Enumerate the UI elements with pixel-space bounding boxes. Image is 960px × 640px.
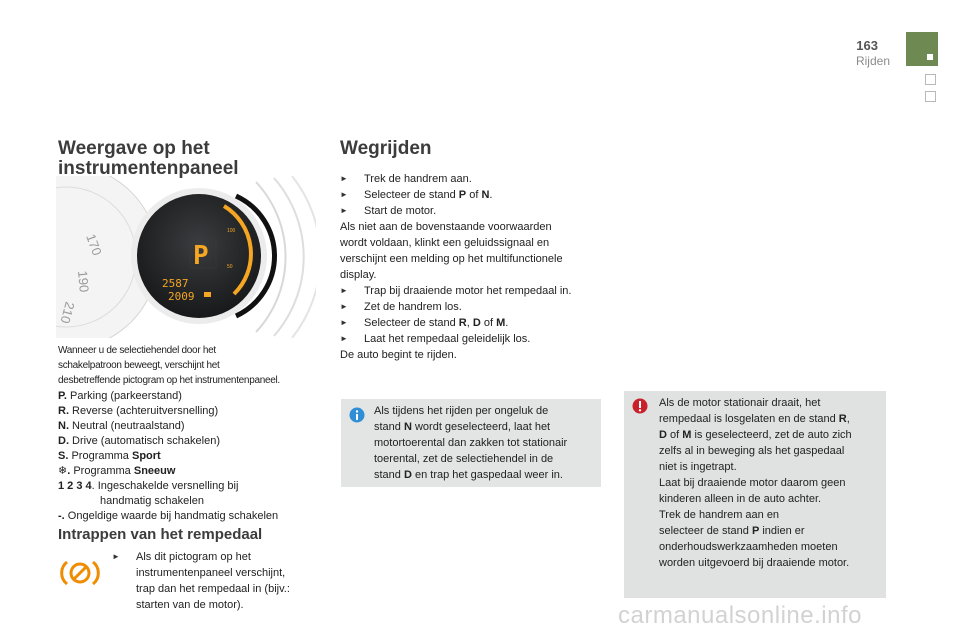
page-number: 163 — [856, 38, 878, 53]
shift-intro-text — [58, 343, 328, 388]
gear-indicator: P — [193, 241, 209, 271]
gear-item-invalid: -. Ongeldige waarde bij handmatig schakelen — [58, 510, 279, 522]
section-title-display — [58, 139, 239, 179]
gear-item-manual: 1 2 3 4. Ingeschakelde versnelling bij — [58, 480, 239, 492]
gear-item-p: P. Parking (parkeerstand) — [58, 390, 182, 402]
pedal-line: instrumentenpaneel verschijnt, — [136, 567, 286, 579]
dial-number-210: 210 — [57, 300, 78, 326]
step-1: ► Trek de handrem aan. — [340, 171, 602, 187]
step-2: ► Selecteer de stand P of N. — [340, 187, 602, 203]
fuel-icon — [204, 292, 211, 297]
tab-box-1 — [925, 74, 936, 85]
warning-box — [624, 391, 886, 598]
dial-number-190: 190 — [75, 269, 92, 293]
gear-item-d: D. Drive (automatisch schakelen) — [58, 435, 221, 447]
dial-number-170: 170 — [83, 231, 105, 258]
instrument-cluster-illustration — [56, 176, 316, 338]
chapter-label: Rijden — [855, 54, 890, 68]
gear-item-s: S. Programma Sport — [58, 450, 161, 462]
warning-text: Als de motor stationair draait, het rempedaal is losgelaten en de stand R, D of M is geselecteerd, zet de auto zich zelfs al in beweging als het gaspedaal niet is ingetrapt. Laat bij draaiende motor daarom geen kinderen alleen in de auto achter. Trek de handrem aan en selecteer de stand P indien er onderhoudswerkzaamheden moeten worden uitgevoerd bij draaiende motor. — [659, 397, 852, 569]
pedal-text — [112, 549, 322, 613]
section-title-start: Wegrijden — [340, 138, 432, 159]
para-line: verschijnt een melding op het multifunctionele — [340, 253, 563, 265]
pedal-line: ► Als dit pictogram op het — [112, 549, 322, 565]
step-6: ► Selecteer de stand R, D of M. — [340, 315, 602, 331]
brake-pedal-icon — [60, 558, 100, 588]
end-text: De auto begint te rijden. — [340, 349, 457, 361]
gear-item-r: R. Reverse (achteruitversnelling) — [58, 405, 219, 417]
step-3: ► Start de motor. — [340, 203, 602, 219]
warning-icon — [632, 398, 648, 414]
step-4: ► Trap bij draaiende motor het rempedaal in. — [340, 283, 602, 299]
watermark: carmanualsonline.info — [618, 602, 862, 629]
gear-list — [58, 389, 328, 524]
central-display — [131, 188, 275, 324]
intro-line: Wanneer u de selectiehendel door het — [58, 345, 216, 356]
gear-item-manual-cont: handmatig schakelen — [100, 495, 204, 507]
start-steps — [340, 171, 602, 363]
section-title-pedal: Intrappen van het rempedaal — [58, 526, 263, 543]
gauge-label-100: 100 — [227, 228, 236, 234]
gear-item-n: N. Neutral (neutraalstand) — [58, 420, 185, 432]
trip-value: 2009 — [168, 290, 195, 303]
odometer-value: 2587 — [162, 277, 189, 290]
para-line: display. — [340, 269, 377, 281]
pedal-line: starten van de motor). — [136, 599, 244, 611]
intro-line: schakelpatroon beweegt, verschijnt het — [58, 360, 220, 371]
pedal-line: trap dan het rempedaal in (bijv.: — [136, 583, 290, 595]
gauge-label-50: 50 — [227, 264, 233, 270]
info-icon — [349, 407, 365, 423]
gear-item-snow: ❄. Programma Sneeuw — [58, 465, 176, 477]
title-line-1: Weergave op het — [58, 138, 210, 159]
tab-box-2 — [925, 91, 936, 102]
info-text: Als tijdens het rijden per ongeluk de stand N wordt geselecteerd, laat het motortoerental dan zakken tot stationair toerental, zet de selectiehendel in de stand D en trap het gaspedaal weer in. — [374, 405, 568, 481]
step-7: ► Laat het rempedaal geleidelijk los. — [340, 331, 602, 347]
title-line-2: instrumentenpaneel — [58, 158, 239, 179]
intro-line: desbetreffende pictogram op het instrumentenpaneel. — [58, 375, 280, 386]
chapter-tab — [906, 32, 938, 66]
para-line: wordt voldaan, klinkt een geluidssignaal en — [340, 237, 550, 249]
info-box — [341, 399, 601, 487]
step-5: ► Zet de handrem los. — [340, 299, 602, 315]
para-line: Als niet aan de bovenstaande voorwaarden — [340, 221, 552, 233]
